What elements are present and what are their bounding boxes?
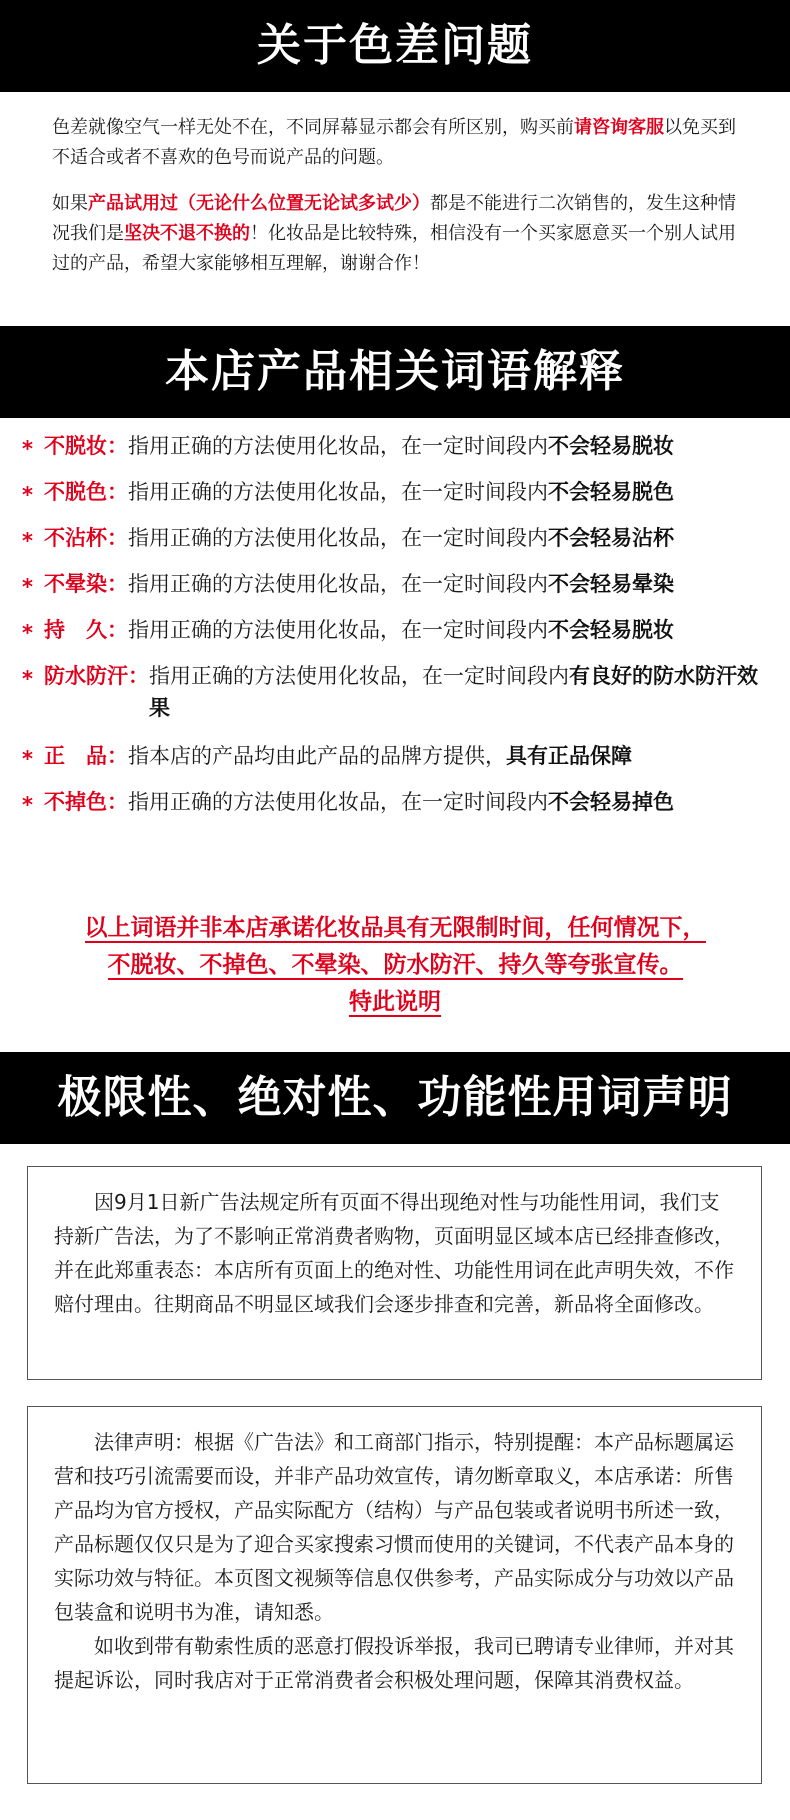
star-icon: * [22,793,33,817]
color-difference-paragraph-2: 如果产品试用过（无论什么位置无论试多试少）都是不能进行二次销售的，发生这种情况我们是坚决不退不换的！化妆品是比较特殊，相信没有一个买家愿意买一个别人试用过的产品，希望大家能够相互理解，谢谢合作！ [52,193,736,274]
star-icon: * [22,483,33,507]
term-item [22,660,778,740]
term-name: 防水防汗： [44,664,149,688]
term-name: 持 久： [44,618,128,642]
special-notice [0,910,790,1021]
notice-line: 特此说明 [349,989,441,1015]
term-desc: 指用正确的方法使用化妆品，在一定时间段内不会轻易掉色 [128,790,674,814]
star-icon: * [22,437,33,461]
legal-statement: 法律声明：根据《广告法》和工商部门指示，特别提醒：本产品标题属运营和技巧引流需要而设，并非产品功效宣传，请勿断章取义，本店承诺：所售产品均为官方授权，产品实际配方（结构）与产品包装或者说明书所述一致，产品标题仅仅只是为了迎合买家搜索习惯而使用的关键词，不代表产品本身的实际功效与特征。本页图文视频等信息仅供参考，产品实际成分与功效以产品包装盒和说明书为准，请知悉。 [54,1430,734,1624]
terms-title: 本店产品相关词语解释 [165,346,625,397]
notice-line: 以上词语并非本店承诺化妆品具有无限制时间，任何情况下， [84,915,706,941]
term-name: 不沾杯： [44,526,128,550]
term-item [22,740,778,786]
term-desc: 指用正确的方法使用化妆品，在一定时间段内不会轻易脱妆 [128,434,674,458]
no-return-text: 坚决不退不换的 [124,223,250,244]
contact-service-text: 请咨询客服 [574,117,664,138]
term-item [22,476,778,522]
legal-statement-box [27,1406,762,1784]
terms-list [22,430,778,832]
ad-law-statement-box [27,1166,762,1380]
term-desc: 指本店的产品均由此产品的品牌方提供，具有正品保障 [128,744,632,768]
term-item [22,568,778,614]
term-item [22,614,778,660]
term-desc: 指用正确的方法使用化妆品，在一定时间段内有良好的防水防汗效果 [149,664,758,720]
star-icon: * [22,529,33,553]
tried-product-text: 产品试用过（无论什么位置无论试多试少） [88,193,430,214]
term-item [22,430,778,476]
term-name: 不晕染： [44,572,128,596]
term-desc: 指用正确的方法使用化妆品，在一定时间段内不会轻易沾杯 [128,526,674,550]
term-desc: 指用正确的方法使用化妆品，在一定时间段内不会轻易脱色 [128,480,674,504]
color-difference-title: 关于色差问题 [257,20,533,71]
complaint-statement: 如收到带有勒索性质的恶意打假投诉举报，我司已聘请专业律师，并对其提起诉讼，同时我店对于正常消费者会积极处理问题，保障其消费权益。 [54,1634,734,1692]
term-name: 不脱妆： [44,434,128,458]
color-difference-paragraph-1: 色差就像空气一样无处不在，不同屏幕显示都会有所区别，购买前请咨询客服以免买到不适合或者不喜欢的色号而说产品的问题。 [52,117,736,168]
star-icon: * [22,747,33,771]
term-desc: 指用正确的方法使用化妆品，在一定时间段内不会轻易晕染 [128,572,674,596]
term-name: 不脱色： [44,480,128,504]
star-icon: * [22,621,33,645]
star-icon: * [22,575,33,599]
terms-banner [0,326,790,418]
claims-title: 极限性、绝对性、功能性用词声明 [57,1072,733,1123]
term-name: 不掉色： [44,790,128,814]
notice-line: 不脱妆、不掉色、不晕染、防水防汗、持久等夸张宣传。 [107,952,683,978]
ad-law-statement: 因9月1日新广告法规定所有页面不得出现绝对性与功能性用词，我们支持新广告法，为了不影响正常消费者购物，页面明显区域本店已经排查修改，并在此郑重表态：本店所有页面上的绝对性、功能性用词在此声明失效，不作赔付理由。往期商品不明显区域我们会逐步排查和完善，新品将全面修改。 [54,1190,734,1316]
claims-banner [0,1052,790,1144]
term-desc: 指用正确的方法使用化妆品，在一定时间段内不会轻易脱妆 [128,618,674,642]
term-item [22,786,778,832]
star-icon: * [22,667,33,691]
term-item [22,522,778,568]
term-name: 正 品： [44,744,128,768]
color-difference-banner [0,0,790,92]
